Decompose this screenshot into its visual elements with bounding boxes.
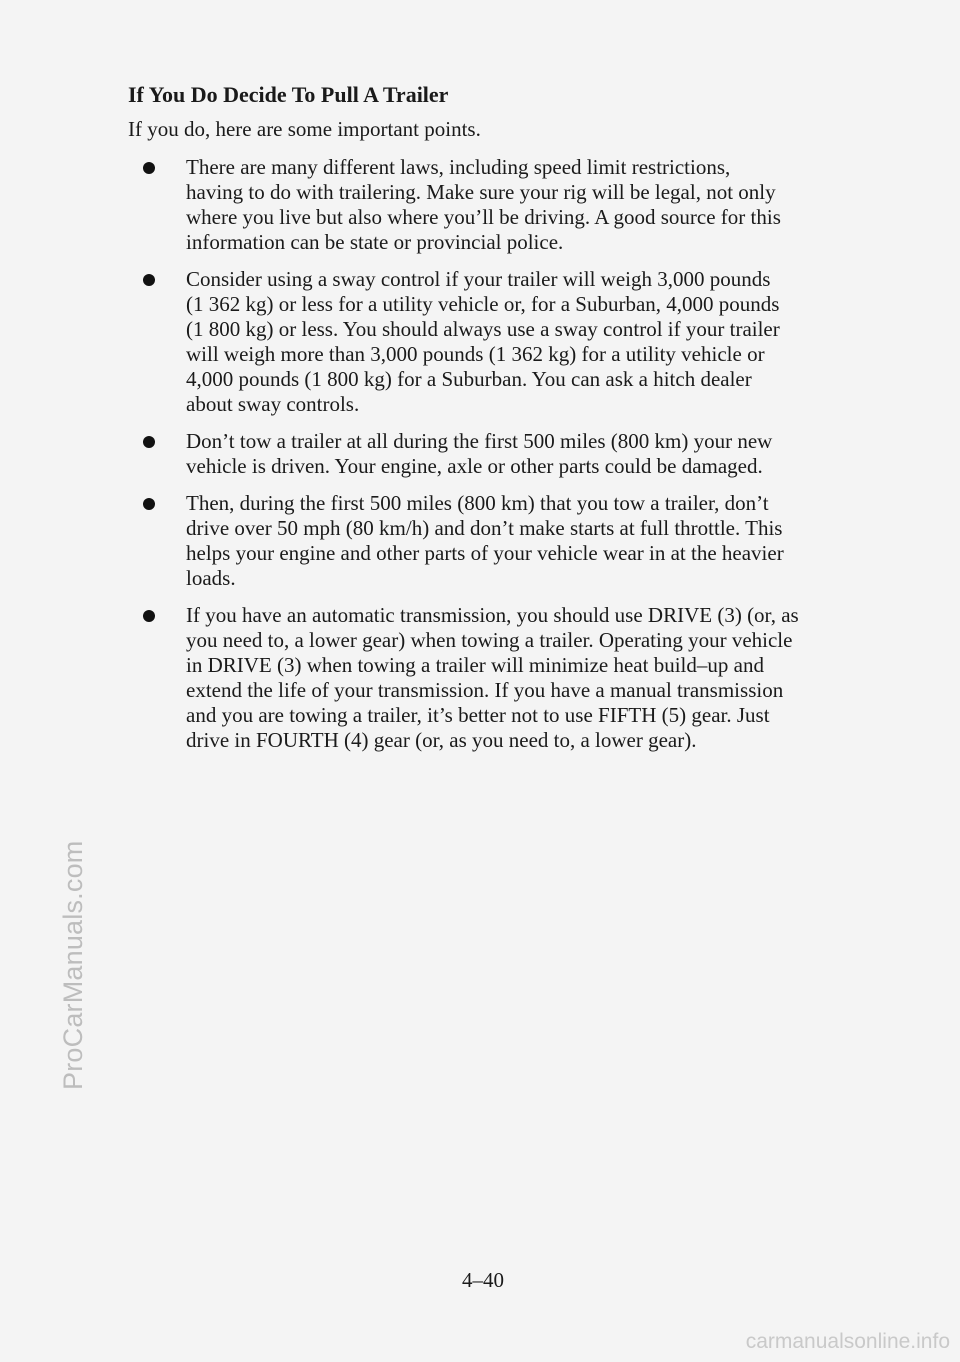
bullet-line: vehicle is driven. Your engine, axle or other parts could be damaged. [186, 454, 763, 478]
bullet-icon [143, 162, 155, 174]
bullet-icon [143, 610, 155, 622]
footer-watermark: carmanualsonline.info [745, 1330, 950, 1353]
bullet-line: Don’t tow a trailer at all during the first 500 miles (800 km) your new [186, 429, 773, 453]
bullet-line: helps your engine and other parts of your vehicle wear in at the heavier [186, 541, 784, 565]
bullet-item-break-in [128, 429, 868, 479]
bullet-list [128, 155, 868, 765]
bullet-item-laws [128, 155, 868, 255]
bullet-line: drive in FOURTH (4) gear (or, as you need to, a lower gear). [186, 728, 697, 752]
bullet-line: (1 362 kg) or less for a utility vehicle or, for a Suburban, 4,000 pounds [186, 292, 780, 316]
intro-text: If you do, here are some important points. [128, 117, 481, 141]
bullet-line: having to do with trailering. Make sure your rig will be legal, not only [186, 180, 776, 204]
bullet-icon [143, 498, 155, 510]
bullet-line: drive over 50 mph (80 km/h) and don’t make starts at full throttle. This [186, 516, 783, 540]
bullet-line: in DRIVE (3) when towing a trailer will minimize heat build–up and [186, 653, 764, 677]
bullet-line: about sway controls. [186, 392, 360, 416]
bullet-line: If you have an automatic transmission, you should use DRIVE (3) (or, as [186, 603, 799, 627]
bullet-line: extend the life of your transmission. If you have a manual transmission [186, 678, 784, 702]
bullet-line: information can be state or provincial police. [186, 230, 564, 254]
bullet-item-sway-control [128, 267, 868, 417]
bullet-line: will weigh more than 3,000 pounds (1 362 kg) for a utility vehicle or [186, 342, 765, 366]
bullet-item-speed-limit [128, 491, 868, 591]
bullet-line: 4,000 pounds (1 800 kg) for a Suburban. You can ask a hitch dealer [186, 367, 752, 391]
bullet-line: Consider using a sway control if your trailer will weigh 3,000 pounds [186, 267, 771, 291]
bullet-line: (1 800 kg) or less. You should always use a sway control if your trailer [186, 317, 780, 341]
bullet-icon [143, 436, 155, 448]
bullet-line: you need to, a lower gear) when towing a trailer. Operating your vehicle [186, 628, 793, 652]
bullet-icon [143, 274, 155, 286]
section-heading: If You Do Decide To Pull A Trailer [128, 82, 449, 107]
bullet-line: Then, during the first 500 miles (800 km) that you tow a trailer, don’t [186, 491, 769, 515]
bullet-item-transmission [128, 603, 868, 753]
bullet-line: and you are towing a trailer, it’s better not to use FIFTH (5) gear. Just [186, 703, 770, 727]
side-watermark: ProCarManuals.com [58, 840, 88, 1090]
bullet-line: where you live but also where you’ll be driving. A good source for this [186, 205, 781, 229]
bullet-line: loads. [186, 566, 236, 590]
bullet-line: There are many different laws, including speed limit restrictions, [186, 155, 731, 179]
page-number: 4–40 [462, 1268, 504, 1292]
